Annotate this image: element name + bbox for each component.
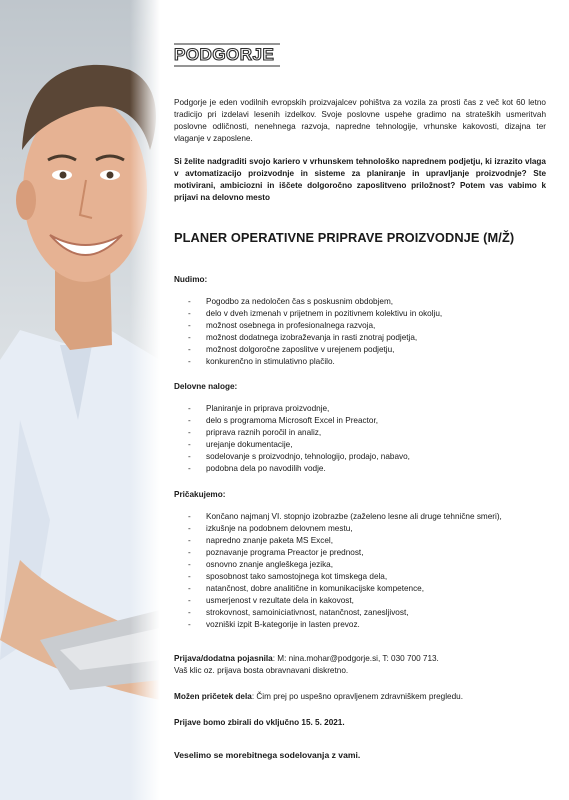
list-item: - podobna dela po navodilih vodje. xyxy=(174,463,546,475)
start-details: : Čim prej po uspešno opravljenem zdravniškem pregledu. xyxy=(251,692,463,701)
company-logo xyxy=(172,40,284,70)
hero-photo xyxy=(0,0,160,800)
list-item: - sposobnost tako samostojnega kot timskega dela, xyxy=(174,571,546,583)
expect-list xyxy=(174,511,546,631)
offer-list xyxy=(174,296,546,368)
offer-heading: Nudimo: xyxy=(174,275,208,284)
contact-label: Prijava/dodatna pojasnila xyxy=(174,654,273,663)
list-item: - natančnost, dobre analitične in komunikacijske kompetence, xyxy=(174,583,546,595)
list-item: - strokovnost, samoiniciativnost, natančnost, zanesljivost, xyxy=(174,607,546,619)
list-item: - napredno znanje paketa MS Excel, xyxy=(174,535,546,547)
application-deadline: Prijave bomo zbirali do vključno 15. 5. 2021. xyxy=(174,718,345,727)
photo-fade xyxy=(130,0,160,800)
list-item: - urejanje dokumentacije, xyxy=(174,439,546,451)
contact-note: Vaš klic oz. prijava bosta obravnavani diskretno. xyxy=(174,666,349,675)
contact-details[interactable]: : M: nina.mohar@podgorje.si, T: 030 700 713. xyxy=(272,654,439,663)
start-line xyxy=(174,691,546,703)
expect-heading: Pričakujemo: xyxy=(174,490,226,499)
list-item: - Končano najmanj VI. stopnjo izobrazbe (zaželeno lesne ali druge tehnične smeri), xyxy=(174,511,546,523)
list-item: - delo v dveh izmenah v prijetnem in pozitivnem kolektivu in okolju, xyxy=(174,308,546,320)
start-label: Možen pričetek dela xyxy=(174,692,252,701)
list-item: - Planiranje in priprava proizvodnje, xyxy=(174,403,546,415)
list-item: - izkušnje na podobnem delovnem mestu, xyxy=(174,523,546,535)
tasks-list xyxy=(174,403,546,475)
list-item: - priprava raznih poročil in analiz, xyxy=(174,427,546,439)
job-title: PLANER OPERATIVNE PRIPRAVE PROIZVODNJE (M/Ž) xyxy=(174,230,515,245)
lead-paragraph: Si želite nadgraditi svojo kariero v vrhunskem tehnološko naprednem podjetju, ki izrazito vlaga v avtomatizacijo proizvodnje in sisteme za planiranje in upravljanje proizvodnje? Ste motivirani, ambiciozni in iščete dolgoročno zaposlitveno priložnost? Potem vas vabimo k prijavi na delovno mesto xyxy=(174,157,546,202)
list-item: - možnost dolgoročne zaposlitve v urejenem podjetju, xyxy=(174,344,546,356)
list-item: - usmerjenost v rezultate dela in kakovost, xyxy=(174,595,546,607)
company-intro: Podgorje je eden vodilnih evropskih proizvajalcev pohištva za vozila za prosti čas z več kot 60 letno tradicijo pri izdelavi lesenih izdelkov. Svoje poslovne uspehe gradimo na strateških usmeritvah poslovne odličnosti, nenehnega razvoja, napredne tehnologije, vrhunske kakovosti, dizajna ter vlaganje v zaposlene. xyxy=(174,98,546,143)
tasks-heading: Delovne naloge: xyxy=(174,382,238,391)
job-ad-body xyxy=(174,97,546,761)
list-item: - sodelovanje s proizvodnjo, tehnologijo, prodajo, nabavo, xyxy=(174,451,546,463)
closing-line: Veselimo se morebitnega sodelovanja z vami. xyxy=(174,750,361,760)
list-item: - Pogodbo za nedoločen čas s poskusnim obdobjem, xyxy=(174,296,546,308)
contact-line xyxy=(174,653,546,665)
logo-wordmark: PODGORJE xyxy=(174,45,275,64)
list-item: - osnovno znanje angleškega jezika, xyxy=(174,559,546,571)
list-item: - možnost dodatnega izobraževanja in rasti znotraj podjetja, xyxy=(174,332,546,344)
list-item: - vozniški izpit B-kategorije in lasten prevoz. xyxy=(174,619,546,631)
list-item: - možnost osebnega in profesionalnega razvoja, xyxy=(174,320,546,332)
list-item: - konkurenčno in stimulativno plačilo. xyxy=(174,356,546,368)
list-item: - delo s programoma Microsoft Excel in Preactor, xyxy=(174,415,546,427)
list-item: - poznavanje programa Preactor je prednost, xyxy=(174,547,546,559)
